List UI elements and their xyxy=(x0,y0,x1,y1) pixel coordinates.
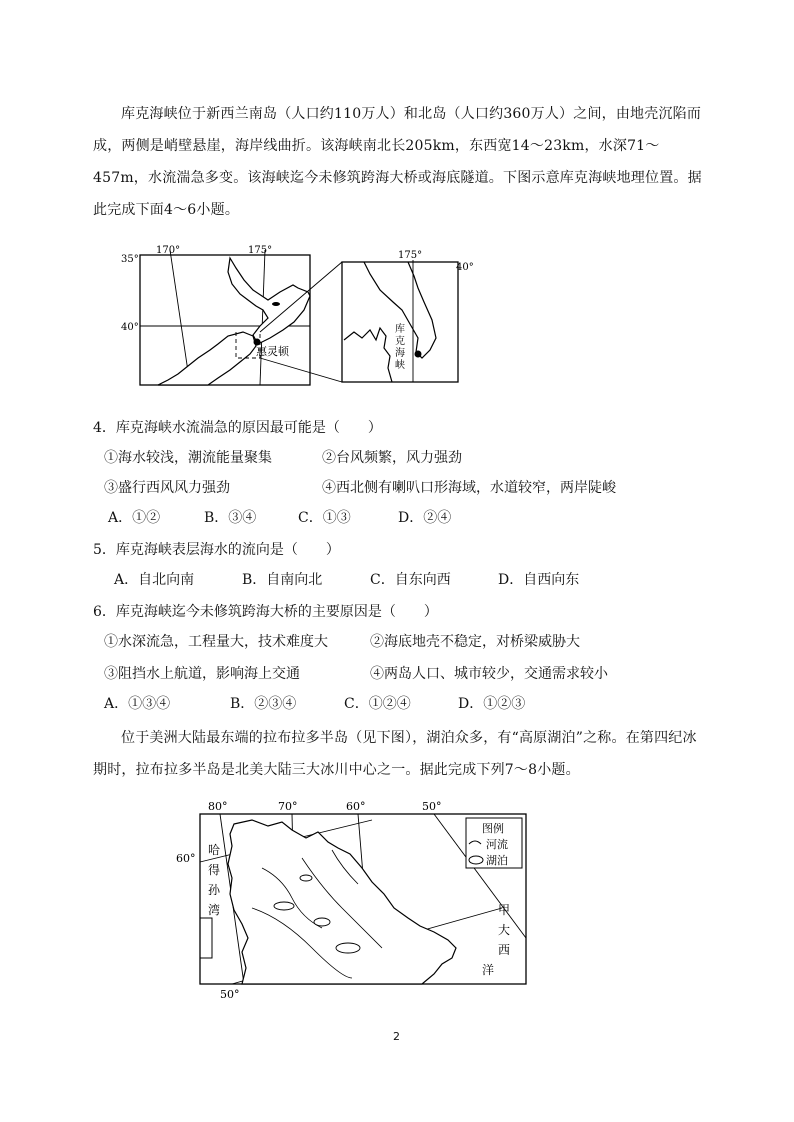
inset-label-lat-40: 40° xyxy=(456,262,474,273)
legend-river-label: 河流 xyxy=(486,838,508,851)
label-atlantic-4: 洋 xyxy=(482,963,495,977)
q4-statement-2: ②台风频繁，风力强劲 xyxy=(322,450,462,466)
q5-option-b: B．自南向北 xyxy=(242,572,323,588)
q4-option-d: D．②④ xyxy=(398,510,452,526)
label-hudson-4: 湾 xyxy=(208,903,221,917)
intro-paragraph-cook-strait: 库克海峡位于新西兰南岛（人口约110万人）和北岛（人口约360万人）之间，由地壳沉陷而成，两侧是峭壁悬崖，海岸线曲折。该海峡南北长205km，东西宽14～23km，水深71～457m，水流湍急多变。该海峡迄今未修筑跨海大桥或海底隧道。下图示意库克海峡地理位置。据此完成下面4～6小题。 xyxy=(93,106,702,218)
label-atlantic-3: 西 xyxy=(498,943,511,957)
inset-label-strait-1: 库 xyxy=(395,324,405,335)
label-hudson-2: 得 xyxy=(208,863,221,877)
q6-option-b: B．②③④ xyxy=(230,696,297,712)
cook-strait-map xyxy=(118,240,488,390)
label-lat-60: 60° xyxy=(176,852,196,865)
label-lat-50: 50° xyxy=(220,988,240,1001)
q6-statement-3: ③阻挡水上航道，影响海上交通 xyxy=(104,666,300,682)
q6-statement-1: ①水深流急，工程量大，技术难度大 xyxy=(104,634,328,650)
inset-label-strait-4: 峡 xyxy=(395,360,405,371)
labrador-landmass xyxy=(228,820,456,984)
inset-label-strait-2: 克 xyxy=(395,336,405,347)
connector-bottom xyxy=(260,358,342,382)
label-lat-35: 35° xyxy=(121,254,139,265)
north-island xyxy=(228,258,310,344)
q6-option-d: D．①②③ xyxy=(458,696,526,712)
page-number: 2 xyxy=(393,1030,400,1043)
q5-option-a: A．自北向南 xyxy=(114,572,195,588)
q4-statement-3: ③盛行西风风力强劲 xyxy=(104,480,230,496)
legend-lake-label: 湖泊 xyxy=(486,854,508,867)
meridian-170 xyxy=(170,250,190,385)
legend-title: 图例 xyxy=(482,822,504,835)
label-hudson-3: 孙 xyxy=(208,883,221,897)
q6-option-c: C．①②④ xyxy=(344,696,411,712)
intro-paragraph-labrador: 位于美洲大陆最东端的拉布拉多半岛（见下图），湖泊众多，有“高原湖泊”之称。在第四纪冰期时，拉布拉多半岛是北美大陆三大冰川中心之一。据此完成下列7～8小题。 xyxy=(93,730,697,778)
q4-statement-4: ④西北侧有喇叭口形海域，水道较窄，两岸陡峻 xyxy=(322,480,616,496)
label-hudson-1: 哈 xyxy=(208,843,221,857)
lake-taupo xyxy=(272,302,280,306)
label-lon-80: 80° xyxy=(208,800,228,813)
south-island xyxy=(158,332,256,385)
question-6-stem: 6．库克海峡迄今未修筑跨海大桥的主要原因是（ ） xyxy=(93,604,438,620)
west-coast xyxy=(200,918,212,958)
inset-wellington-dot xyxy=(415,351,422,358)
meridian-175 xyxy=(260,250,265,385)
inset-label-lon-175: 175° xyxy=(398,250,423,261)
label-lon-170: 170° xyxy=(156,245,181,256)
q4-option-a: A．①② xyxy=(108,510,161,526)
label-atlantic-1: 甲 xyxy=(498,903,511,917)
wellington-label: 惠灵顿 xyxy=(256,345,289,358)
inset-south-coast xyxy=(344,328,392,382)
label-lon-50: 50° xyxy=(422,800,442,813)
q6-statement-2: ②海底地壳不稳定，对桥梁威胁大 xyxy=(370,634,580,650)
labrador-peninsula-map xyxy=(172,798,532,1004)
question-5-stem: 5．库克海峡表层海水的流向是（ ） xyxy=(93,542,340,558)
label-lon-60: 60° xyxy=(346,800,366,813)
q4-statement-1: ①海水较浅，潮流能量聚集 xyxy=(104,450,272,466)
q5-option-c: C．自东向西 xyxy=(370,572,451,588)
q6-statement-4: ④两岛人口、城市较少，交通需求较小 xyxy=(370,666,608,682)
question-4-stem: 4．库克海峡水流湍急的原因最可能是（ ） xyxy=(93,420,382,436)
inset-label-strait-3: 海 xyxy=(395,348,405,359)
label-lat-40: 40° xyxy=(121,322,139,333)
q5-option-d: D．自西向东 xyxy=(498,572,580,588)
q6-option-a: A．①③④ xyxy=(104,696,171,712)
label-atlantic-2: 大 xyxy=(498,923,511,937)
label-lon-175: 175° xyxy=(248,245,273,256)
label-lon-70: 70° xyxy=(278,800,298,813)
q4-option-c: C．①③ xyxy=(298,510,351,526)
q4-option-b: B．③④ xyxy=(204,510,257,526)
